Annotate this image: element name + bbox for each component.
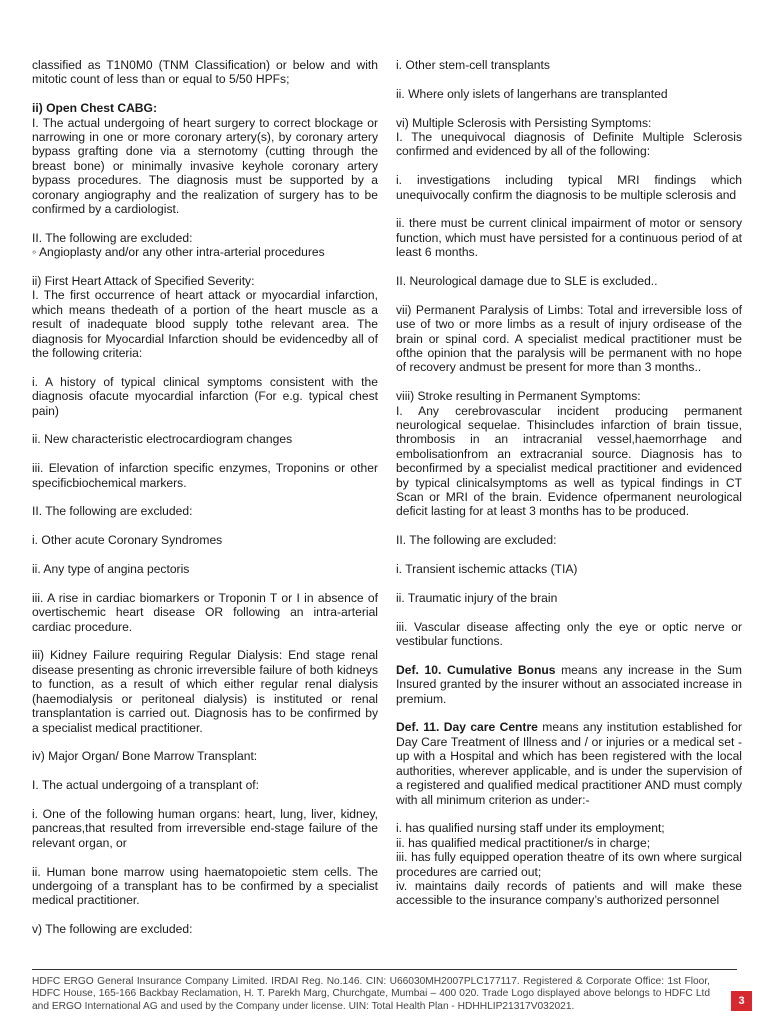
definition-text: means any institution established for Day Care Treatment of Illness and / or injuries or a medical set -up with a Hospital and which has been registered with the local authorities, wherever applicable, and is under the supervision of a registered and qualified medical practitioner AND must comply with all minimum criterion as under:-: [396, 720, 742, 807]
section-stroke: [396, 389, 742, 519]
left-column: [32, 58, 378, 951]
list-item: iii. has fully equipped operation theatre of its own where surgical procedures are carried out;: [396, 850, 742, 879]
list-item: i. A history of typical clinical symptoms consistent with the diagnosis ofacute myocardial infarction (For e.g. typical chest pain): [32, 374, 378, 418]
paragraph: classified as T1N0M0 (TNM Classification) or below and with mitotic count of less than or equal to 5/50 HPFs;: [32, 58, 378, 87]
exclusion-block: [32, 231, 378, 260]
page-number-badge: 3: [731, 991, 752, 1011]
section-permanent-paralysis: vii) Permanent Paralysis of Limbs: Total and irreversible loss of use of two or more limbs as a result of injury ordisease of the brain or spinal cord. A specialist medical practitioner must be ofthe opinion that the paralysis will be permanent with no hope of recovery andmust be present for more than 3 months..: [396, 302, 742, 375]
list-item: iii. Elevation of infarction specific enzymes, Troponins or other specificbiochemical markers.: [32, 461, 378, 490]
footer-text: HDFC ERGO General Insurance Company Limited. IRDAI Reg. No.146. CIN: U66030MH2007PLC177117. Registered & Corporate Office: 1st Floor, HDFC House, 165-166 Backbay Reclamation, H. T. Parekh Marg, Churchgate, Mumbai – 400 020. Trade Logo displayed above belongs to HDFC Ltd and ERGO International AG and used by the Company under license. UIN: Total Health Plan - HDHHLIP21317V032021.: [32, 976, 710, 1012]
exclusion-note: II. Neurological damage due to SLE is excluded..: [396, 274, 658, 289]
list-item: ii. Where only islets of langerhans are transplanted: [396, 86, 668, 101]
paragraph: I. The unequivocal diagnosis of Definite Multiple Sclerosis confirmed and evidenced by all of the following:: [396, 130, 742, 159]
list-item: i. One of the following human organs: heart, lung, liver, kidney, pancreas,that resulted from irreversible end-stage failure of the relevant organ, or: [32, 806, 378, 850]
section-open-chest-cabg: [32, 101, 378, 216]
section-heading: ii) Open Chest CABG:: [32, 101, 157, 116]
list-item: i. investigations including typical MRI findings which unequivocally confirm the diagnosis to be multiple sclerosis and: [396, 173, 742, 202]
definition-day-care-centre: [396, 720, 742, 806]
list-item: ii. Any type of angina pectoris: [32, 562, 190, 577]
list-item: i. Other acute Coronary Syndromes: [32, 533, 223, 548]
list-item: i. has qualified nursing staff under its employment;: [396, 821, 665, 836]
section-heart-attack: [32, 274, 378, 360]
paragraph: I. Any cerebrovascular incident producing permanent neurological sequelae. Thisincludes infarction of brain tissue, thrombosis in an intracranial vessel,haemorrhage and embolisationfrom an extracranial source. Diagnosis has to beconfirmed by a specialist medical practitioner and evidenced by typical clinicalsymptoms as well as typical findings in CT Scan or MRI of the brain. Evidence ofpermanent neurological deficit lasting for at least 3 months has to be produced.: [396, 403, 742, 519]
list-item: ii. there must be current clinical impairment of motor or sensory function, which must have persisted for a continuous period of at least 6 months.: [396, 216, 742, 260]
list-item: i. Other stem-cell transplants: [396, 58, 550, 72]
list-item: ii. New characteristic electrocardiogram changes: [32, 432, 293, 447]
section-kidney-failure: iii) Kidney Failure requiring Regular Dialysis: End stage renal disease presenting as chronic irreversible failure of both kidneys to function, as a result of which either regular renal dialysis (haemodialysis or peritoneal dialysis) is instituted or renal transplantation is carried out. Diagnosis has to be confirmed by a specialist medical practitioner.: [32, 648, 378, 735]
list-item: i. Transient ischemic attacks (TIA): [396, 562, 578, 577]
definition-cumulative-bonus: [396, 663, 742, 706]
list-item: ii. Human bone marrow using haematopoietic stem cells. The undergoing of a transplant has to be confirmed by a specialist medical practitioner.: [32, 864, 378, 908]
section-multiple-sclerosis: [396, 116, 742, 159]
definition-text: means any increase in the Sum Insured granted by the insurer without an associated increase in premium.: [396, 662, 742, 706]
paragraph: I. The actual undergoing of heart surgery to correct blockage or narrowing in one or more coronary artery(s), by coronary artery bypass grafting done via a sternotomy (cutting through the breast bone) or minimally invasive keyhole coronary artery bypass procedures. The diagnosis must be supported by a coronary angiography and the realization of surgery has to be confirmed by a cardiologist.: [32, 115, 378, 217]
paragraph: I. The first occurrence of heart attack or myocardial infarction, which means thedeath of a portion of the heart muscle as a result of inadequate blood supply tothe relevant area. The diagnosis for Myocardial Infarction should be evidencedby all of the following criteria:: [32, 288, 378, 361]
list-item: ii. has qualified medical practitioner/s in charge;: [396, 835, 651, 850]
list-item: ii. Traumatic injury of the brain: [396, 590, 558, 605]
definition-term: Def. 11. Day care Centre: [396, 720, 538, 735]
definition-term: Def. 10. Cumulative Bonus: [396, 662, 556, 677]
right-column: [396, 58, 742, 908]
exclusion-heading: II. The following are excluded:: [396, 533, 557, 548]
list-item: iii. A rise in cardiac biomarkers or Troponin T or I in absence of overtischemic heart disease OR following an intra-arterial cardiac procedure.: [32, 590, 378, 634]
exclusion-heading: v) The following are excluded:: [32, 922, 193, 937]
exclusion-heading: II. The following are excluded:: [32, 230, 193, 245]
paragraph: I. The actual undergoing of a transplant of:: [32, 778, 260, 793]
exclusion-heading: II. The following are excluded:: [32, 504, 193, 519]
footer-divider: [32, 969, 737, 970]
section-heading: ii) First Heart Attack of Specified Severity:: [32, 274, 255, 289]
list-item: iii. Vascular disease affecting only the eye or optic nerve or vestibular functions.: [396, 619, 742, 649]
section-heading: iv) Major Organ/ Bone Marrow Transplant:: [32, 749, 258, 764]
section-heading: vi) Multiple Sclerosis with Persisting Symptoms:: [396, 115, 652, 130]
section-heading: viii) Stroke resulting in Permanent Symptoms:: [396, 389, 641, 404]
list-item: ◦ Angioplasty and/or any other intra-arterial procedures: [32, 245, 325, 260]
list-item: iv. maintains daily records of patients and will make these accessible to the insurance company’s authorized personnel: [396, 878, 742, 908]
